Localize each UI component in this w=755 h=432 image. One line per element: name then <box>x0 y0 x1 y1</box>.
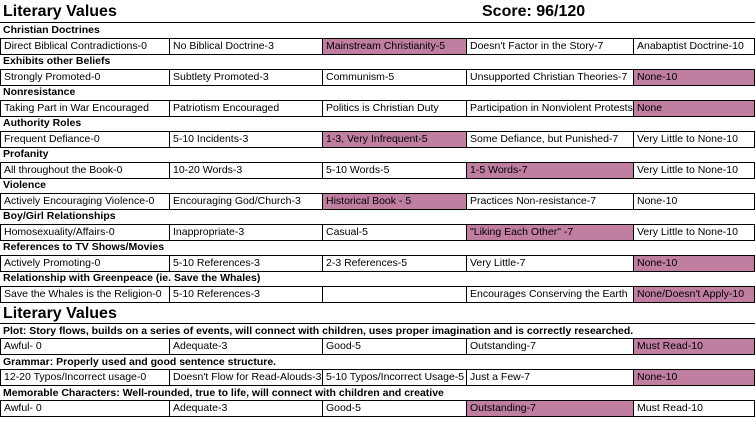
column-divider <box>169 194 170 209</box>
option-cell[interactable]: Casual-5 <box>326 226 369 238</box>
option-cell[interactable]: All throughout the Book-0 <box>4 164 123 176</box>
option-cell[interactable]: Awful- 0 <box>4 402 42 414</box>
option-row <box>0 256 755 271</box>
column-divider <box>322 225 323 240</box>
column-divider <box>0 101 1 116</box>
option-cell[interactable]: Taking Part in War Encouraged <box>4 102 149 114</box>
row-divider <box>0 116 755 117</box>
column-divider <box>633 225 634 240</box>
category-label: Memorable Characters: Well-rounded, true to life, will connect with children and creative <box>3 387 444 399</box>
option-cell[interactable]: Doesn't Factor in the Story-7 <box>470 40 604 52</box>
option-cell[interactable]: Patriotism Encouraged <box>173 102 280 114</box>
option-cell[interactable]: Actively Encouraging Violence-0 <box>4 195 155 207</box>
selected-option-cell[interactable]: 1-5 Words-7 <box>467 163 633 178</box>
option-row <box>0 287 755 302</box>
column-divider <box>322 401 323 416</box>
option-cell[interactable]: Awful- 0 <box>4 340 42 352</box>
option-cell[interactable]: Unsupported Christian Theories-7 <box>470 71 628 83</box>
option-cell[interactable]: Must Read-10 <box>637 402 703 414</box>
category-label: Plot: Story flows, builds on a series of events, will connect with children, uses proper imagination and is correctly researched. <box>3 325 634 337</box>
column-divider <box>322 370 323 385</box>
option-row <box>0 225 755 240</box>
column-divider <box>633 101 634 116</box>
selected-option-cell[interactable]: "Liking Each Other" -7 <box>467 225 633 240</box>
option-cell[interactable]: Save the Whales is the Religion-0 <box>4 288 162 300</box>
column-divider <box>169 339 170 354</box>
row-divider <box>0 416 755 417</box>
option-cell[interactable]: 12-20 Typos/Incorrect usage-0 <box>4 371 147 383</box>
column-divider <box>633 339 634 354</box>
category-label: Boy/Girl Relationships <box>3 210 116 222</box>
category-label: Grammar: Properly used and good sentence structure. <box>3 356 277 368</box>
option-row <box>0 70 755 85</box>
option-cell[interactable]: Very Little to None-10 <box>637 164 738 176</box>
column-divider <box>466 194 467 209</box>
column-divider <box>0 163 1 178</box>
option-cell[interactable]: Communism-5 <box>326 71 395 83</box>
option-row <box>0 163 755 178</box>
option-cell[interactable] <box>323 287 466 302</box>
category-label: Profanity <box>3 148 49 160</box>
option-cell[interactable]: Adequate-3 <box>173 402 228 414</box>
score-label: Score: 96/120 <box>482 3 586 20</box>
column-divider <box>0 287 1 302</box>
option-cell[interactable]: Direct Biblical Contradictions-0 <box>4 40 147 52</box>
column-divider <box>169 370 170 385</box>
option-cell[interactable]: Doesn't Flow for Read-Alouds-3 <box>173 371 322 383</box>
selected-option-cell[interactable]: Historical Book - 5 <box>323 194 466 209</box>
selected-option-cell[interactable]: Outstanding-7 <box>467 401 633 416</box>
category-label: Authority Roles <box>3 117 82 129</box>
option-row <box>0 370 755 385</box>
option-cell[interactable]: Strongly Promoted-0 <box>4 71 101 83</box>
section-title: Literary Values <box>3 305 117 322</box>
option-row <box>0 194 755 209</box>
row-divider <box>0 147 755 148</box>
option-cell[interactable]: Frequent Defiance-0 <box>4 133 100 145</box>
column-divider <box>0 256 1 271</box>
category-label: Violence <box>3 179 46 191</box>
option-cell[interactable]: Practices Non-resistance-7 <box>470 195 597 207</box>
category-label: Relationship with Greenpeace (ie. Save the Whales) <box>3 272 261 284</box>
selected-option-cell[interactable]: None/Doesn't Apply-10 <box>634 287 755 302</box>
category-label: References to TV Shows/Movies <box>3 241 165 253</box>
option-cell[interactable]: Encouraging God/Church-3 <box>173 195 301 207</box>
column-divider <box>322 132 323 147</box>
option-cell[interactable]: Homosexuality/Affairs-0 <box>4 226 115 238</box>
selected-option-cell[interactable]: Must Read-10 <box>634 339 755 354</box>
option-cell[interactable]: 5-10 References-3 <box>173 257 260 269</box>
option-cell[interactable]: 5-10 References-3 <box>173 288 260 300</box>
column-divider <box>322 339 323 354</box>
column-divider <box>169 70 170 85</box>
option-cell[interactable]: Inappropriate-3 <box>173 226 245 238</box>
column-divider <box>633 132 634 147</box>
column-divider <box>466 163 467 178</box>
column-divider <box>169 132 170 147</box>
column-divider <box>633 287 634 302</box>
column-divider <box>633 401 634 416</box>
column-divider <box>322 287 323 302</box>
option-cell[interactable]: Just a Few-7 <box>470 371 531 383</box>
option-cell[interactable]: Politics is Christian Duty <box>326 102 439 114</box>
column-divider <box>466 39 467 54</box>
column-divider <box>466 101 467 116</box>
category-label: Exhibits other Beliefs <box>3 55 111 67</box>
page-title: Literary Values <box>3 3 117 20</box>
column-divider <box>322 101 323 116</box>
column-divider <box>633 370 634 385</box>
column-divider <box>169 163 170 178</box>
column-divider <box>169 256 170 271</box>
option-cell[interactable]: Very Little to None-10 <box>637 226 738 238</box>
column-divider <box>466 132 467 147</box>
column-divider <box>322 256 323 271</box>
option-cell[interactable]: Good-5 <box>326 340 362 352</box>
column-divider <box>466 401 467 416</box>
option-row <box>0 339 755 354</box>
column-divider <box>633 256 634 271</box>
column-divider <box>0 70 1 85</box>
column-divider <box>169 225 170 240</box>
column-divider <box>169 287 170 302</box>
selected-option-cell[interactable]: 1-3, Very Infrequent-5 <box>323 132 466 147</box>
column-divider <box>322 39 323 54</box>
option-cell[interactable]: Encourages Conserving the Earth <box>470 288 628 300</box>
column-divider <box>633 70 634 85</box>
option-cell[interactable]: Some Defiance, but Punished-7 <box>470 133 619 145</box>
column-divider <box>322 194 323 209</box>
column-divider <box>0 39 1 54</box>
column-divider <box>633 163 634 178</box>
selected-option-cell[interactable]: Mainstream Christianity-5 <box>323 39 466 54</box>
option-cell[interactable]: Adequate-3 <box>173 340 228 352</box>
option-row <box>0 39 755 54</box>
column-divider <box>0 132 1 147</box>
option-cell[interactable]: None-10 <box>637 195 678 207</box>
option-cell[interactable]: Very Little-7 <box>470 257 526 269</box>
option-cell[interactable]: Good-5 <box>326 402 362 414</box>
row-divider <box>0 302 755 303</box>
row-divider <box>0 178 755 179</box>
column-divider <box>0 339 1 354</box>
column-divider <box>466 370 467 385</box>
option-cell[interactable]: 2-3 References-5 <box>326 257 408 269</box>
option-cell[interactable]: Participation in Nonviolent Protests <box>470 102 633 114</box>
column-divider <box>0 194 1 209</box>
option-cell[interactable]: Anabaptist Doctrine-10 <box>637 40 744 52</box>
category-label: Christian Doctrines <box>3 24 100 36</box>
option-cell[interactable]: Subtlety Promoted-3 <box>173 71 269 83</box>
selected-option-cell[interactable]: None <box>634 101 755 116</box>
column-divider <box>322 163 323 178</box>
column-divider <box>0 401 1 416</box>
option-row <box>0 401 755 416</box>
column-divider <box>466 70 467 85</box>
selected-option-cell[interactable]: None-10 <box>634 256 755 271</box>
option-cell[interactable]: Very Little to None-10 <box>637 133 738 145</box>
column-divider <box>169 39 170 54</box>
column-divider <box>633 39 634 54</box>
option-row <box>0 132 755 147</box>
row-divider <box>0 54 755 55</box>
column-divider <box>322 70 323 85</box>
column-divider <box>0 225 1 240</box>
option-cell[interactable]: No Biblical Doctrine-3 <box>173 40 274 52</box>
category-label: Nonresistance <box>3 86 76 98</box>
column-divider <box>169 401 170 416</box>
row-divider <box>0 22 755 23</box>
option-cell[interactable]: 10-20 Words-3 <box>173 164 243 176</box>
column-divider <box>466 339 467 354</box>
column-divider <box>466 256 467 271</box>
option-cell[interactable]: 5-10 Typos/Incorrect Usage-5 <box>326 371 465 383</box>
option-cell[interactable]: Actively Promoting-0 <box>4 257 101 269</box>
column-divider <box>0 370 1 385</box>
option-cell[interactable]: 5-10 Words-5 <box>326 164 390 176</box>
option-cell[interactable]: Outstanding-7 <box>470 340 536 352</box>
column-divider <box>633 194 634 209</box>
option-row <box>0 101 755 116</box>
column-divider <box>466 225 467 240</box>
column-divider <box>466 287 467 302</box>
option-cell[interactable]: 5-10 Incidents-3 <box>173 133 249 145</box>
selected-option-cell[interactable]: None-10 <box>634 370 755 385</box>
column-divider <box>169 101 170 116</box>
row-divider <box>0 85 755 86</box>
selected-option-cell[interactable]: None-10 <box>634 70 755 85</box>
